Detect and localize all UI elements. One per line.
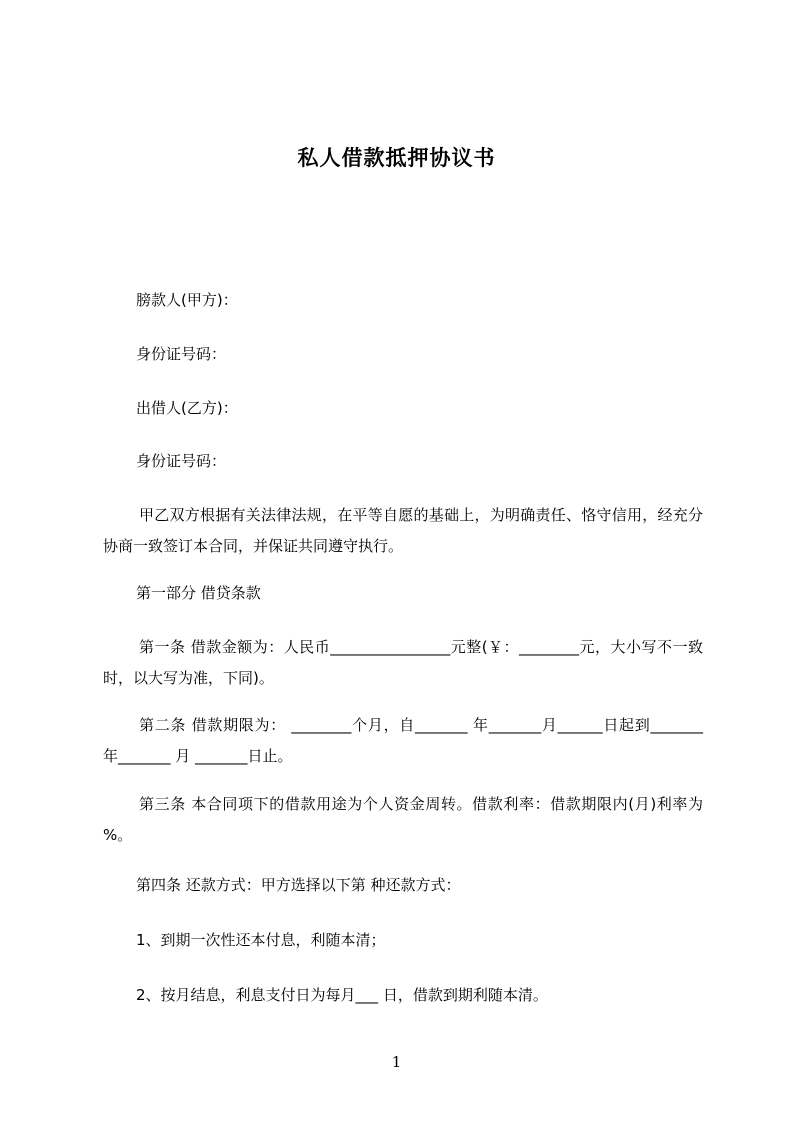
repayment-option-1: 1、到期一次性还本付息，利随本清； [136, 931, 386, 949]
document-title: 私人借款抵押协议书 [297, 146, 496, 170]
intro-paragraph: 甲乙双方根据有关法律法规，在平等自愿的基础上，为明确责任、恪守信用，经充分协商一致签订本合同，并保证共同遵守执行。 [103, 506, 703, 555]
page-number: 1 [391, 1053, 402, 1071]
part-heading: 第一部分 借贷条款 [136, 584, 261, 602]
borrower-line: 膀款人(甲方)： [136, 291, 238, 309]
article-3: 第三条 本合同项下的借款用途为个人资金周转。借款利率：借款期限内(月)利率为 %。 [103, 795, 703, 844]
article-2: 第二条 借款期限为： ________个月，自_______ 年_______月______日起到_______ 年_______ 月 _______日止。 [103, 716, 703, 765]
article-4: 第四条 还款方式：甲方选择以下第 种还款方式： [136, 876, 461, 894]
lender-line: 出借人(乙方)： [136, 399, 238, 417]
article-1: 第一条 借款金额为：人民币________________元整(￥：________元，大小写不一致时，以大写为准，下同)。 [103, 638, 703, 687]
repayment-option-2: 2、按月结息，利息支付日为每月___ 日，借款到期利随本清。 [136, 986, 548, 1004]
lender-id-line: 身份证号码： [136, 452, 227, 470]
borrower-id-line: 身份证号码： [136, 345, 227, 363]
